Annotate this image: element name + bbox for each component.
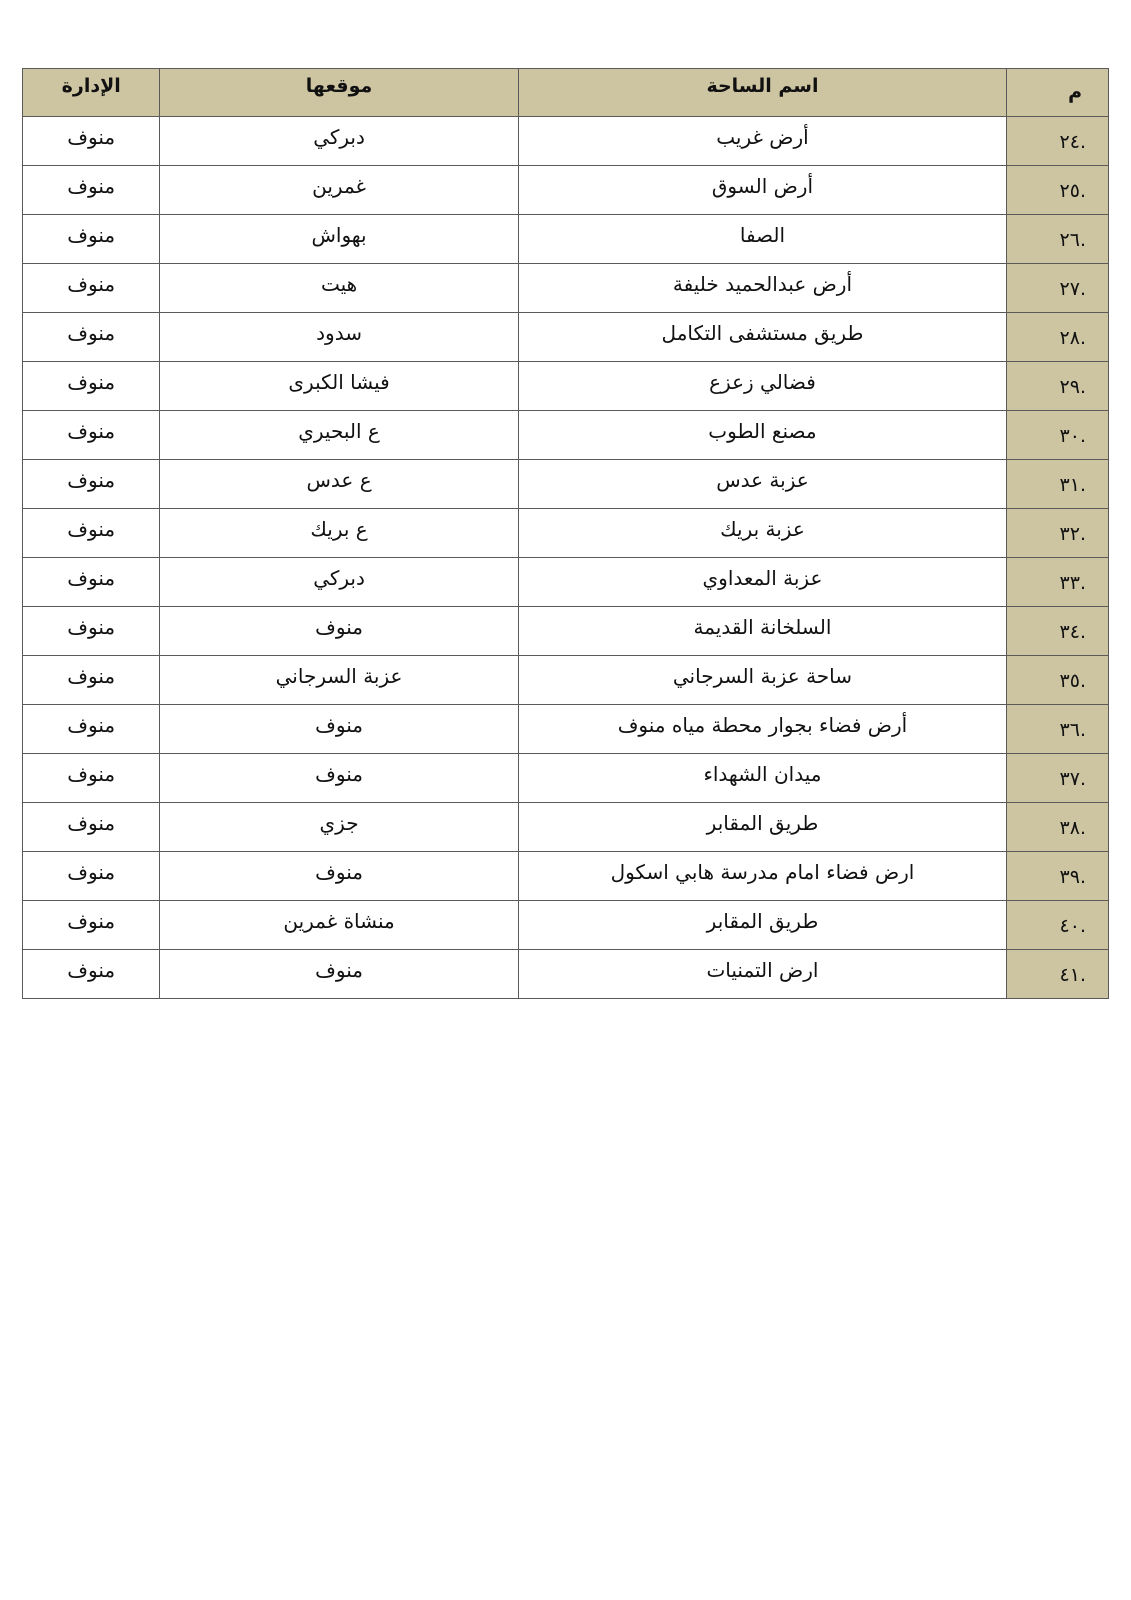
table-row [23, 558, 1109, 607]
row-number-cell [1007, 656, 1109, 705]
square-name: عزبة بريك [518, 509, 1007, 558]
row-number-cell [1007, 754, 1109, 803]
row-number-cell [1007, 803, 1109, 852]
square-name: ارض التمنيات [518, 950, 1007, 999]
row-number: .٣٨ [1059, 817, 1086, 839]
table-body [23, 117, 1109, 999]
table-row [23, 509, 1109, 558]
row-number-cell [1007, 117, 1109, 166]
square-administration: منوف [23, 215, 160, 264]
square-location: منوف [160, 852, 518, 901]
table-header-row [23, 69, 1109, 117]
square-location: ع بريك [160, 509, 518, 558]
row-number: .٢٤ [1059, 131, 1086, 153]
square-name: الصفا [518, 215, 1007, 264]
table-row [23, 950, 1109, 999]
square-location: عزبة السرجاني [160, 656, 518, 705]
square-administration: منوف [23, 607, 160, 656]
square-location: سدود [160, 313, 518, 362]
square-administration: منوف [23, 803, 160, 852]
square-location: ع البحيري [160, 411, 518, 460]
square-location: بهواش [160, 215, 518, 264]
row-number-cell [1007, 362, 1109, 411]
square-name: طريق المقابر [518, 901, 1007, 950]
square-name: مصنع الطوب [518, 411, 1007, 460]
square-location: فيشا الكبرى [160, 362, 518, 411]
row-number-cell [1007, 460, 1109, 509]
square-administration: منوف [23, 558, 160, 607]
squares-table [22, 68, 1109, 999]
table-row [23, 803, 1109, 852]
square-name: أرض السوق [518, 166, 1007, 215]
table-row [23, 117, 1109, 166]
square-administration: منوف [23, 264, 160, 313]
square-administration: منوف [23, 901, 160, 950]
square-location: ع عدس [160, 460, 518, 509]
square-name: ارض فضاء امام مدرسة هابي اسكول [518, 852, 1007, 901]
square-name: ميدان الشهداء [518, 754, 1007, 803]
row-number-cell [1007, 607, 1109, 656]
square-administration: منوف [23, 852, 160, 901]
square-administration: منوف [23, 313, 160, 362]
row-number: .٣٣ [1059, 572, 1086, 594]
square-administration: منوف [23, 950, 160, 999]
header-number: م [1007, 69, 1109, 117]
square-name: طريق المقابر [518, 803, 1007, 852]
square-name: عزبة عدس [518, 460, 1007, 509]
square-name: ساحة عزبة السرجاني [518, 656, 1007, 705]
header-name: اسم الساحة [518, 69, 1007, 117]
table-row [23, 313, 1109, 362]
table-row [23, 852, 1109, 901]
table-row [23, 166, 1109, 215]
row-number: .٣٢ [1059, 523, 1086, 545]
header-administration: الإدارة [23, 69, 160, 117]
table-row [23, 901, 1109, 950]
row-number: .٤٠ [1059, 915, 1086, 937]
table-row [23, 215, 1109, 264]
header-location: موقعها [160, 69, 518, 117]
square-location: دبركي [160, 117, 518, 166]
row-number-cell [1007, 901, 1109, 950]
square-administration: منوف [23, 166, 160, 215]
square-location: غمرين [160, 166, 518, 215]
square-administration: منوف [23, 509, 160, 558]
square-name: أرض فضاء بجوار محطة مياه منوف [518, 705, 1007, 754]
row-number: .٣١ [1059, 474, 1086, 496]
table-row [23, 607, 1109, 656]
row-number-cell [1007, 509, 1109, 558]
square-location: دبركي [160, 558, 518, 607]
square-location: منوف [160, 754, 518, 803]
row-number: .٣٤ [1059, 621, 1086, 643]
row-number: .٢٦ [1059, 229, 1086, 251]
row-number-cell [1007, 705, 1109, 754]
square-location: جزي [160, 803, 518, 852]
table-row [23, 460, 1109, 509]
square-name: طريق مستشفى التكامل [518, 313, 1007, 362]
row-number: .٣٠ [1059, 425, 1086, 447]
row-number-cell [1007, 411, 1109, 460]
table-row [23, 754, 1109, 803]
table-row [23, 656, 1109, 705]
square-administration: منوف [23, 656, 160, 705]
row-number: .٤١ [1059, 964, 1086, 986]
row-number: .٢٩ [1059, 376, 1086, 398]
square-administration: منوف [23, 411, 160, 460]
row-number-cell [1007, 558, 1109, 607]
row-number: .٣٥ [1059, 670, 1086, 692]
square-location: منشاة غمرين [160, 901, 518, 950]
row-number-cell [1007, 852, 1109, 901]
square-name: أرض غريب [518, 117, 1007, 166]
row-number: .٣٦ [1059, 719, 1086, 741]
row-number-cell [1007, 313, 1109, 362]
row-number: .٣٧ [1059, 768, 1086, 790]
table-row [23, 264, 1109, 313]
table-row [23, 705, 1109, 754]
table-row [23, 411, 1109, 460]
square-administration: منوف [23, 460, 160, 509]
row-number-cell [1007, 215, 1109, 264]
square-administration: منوف [23, 705, 160, 754]
square-location: منوف [160, 705, 518, 754]
row-number: .٢٨ [1059, 327, 1086, 349]
square-location: منوف [160, 950, 518, 999]
square-name: أرض عبدالحميد خليفة [518, 264, 1007, 313]
row-number-cell [1007, 264, 1109, 313]
table-row [23, 362, 1109, 411]
row-number: .٣٩ [1059, 866, 1086, 888]
square-administration: منوف [23, 117, 160, 166]
row-number-cell [1007, 950, 1109, 999]
square-name: السلخانة القديمة [518, 607, 1007, 656]
square-name: فضالي زعزع [518, 362, 1007, 411]
square-administration: منوف [23, 362, 160, 411]
square-name: عزبة المعداوي [518, 558, 1007, 607]
row-number: .٢٥ [1059, 180, 1086, 202]
row-number: .٢٧ [1059, 278, 1086, 300]
square-location: هيت [160, 264, 518, 313]
square-location: منوف [160, 607, 518, 656]
square-administration: منوف [23, 754, 160, 803]
row-number-cell [1007, 166, 1109, 215]
